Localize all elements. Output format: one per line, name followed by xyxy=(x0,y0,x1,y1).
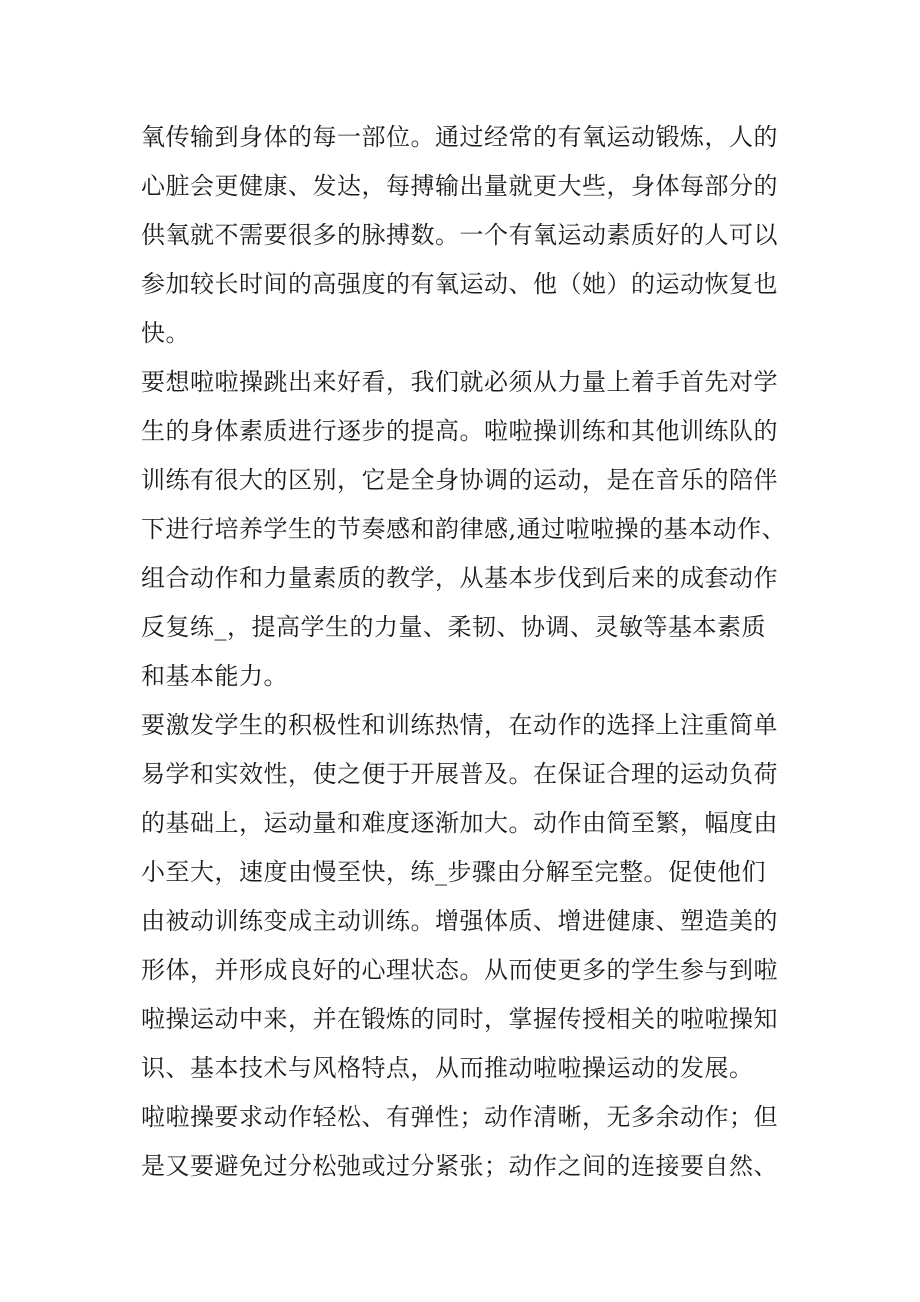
text-line: 啦啦操要求动作轻松、有弹性；动作清晰，无多余动作；但 xyxy=(141,1103,778,1131)
document-body xyxy=(141,113,791,1191)
paragraph xyxy=(141,358,791,701)
text-line: 是又要避免过分松弛或过分紧张；动作之间的连接要自然、 xyxy=(141,1152,778,1180)
text-line: 要想啦啦操跳出来好看，我们就必须从力量上着手首先对学 xyxy=(141,368,778,396)
text-line: 识、基本技术与风格特点，从而推动啦啦操运动的发展。 xyxy=(141,1054,754,1082)
paragraph xyxy=(141,1093,791,1191)
text-line: 快。 xyxy=(141,319,190,347)
paragraph xyxy=(141,113,791,358)
text-line: 要激发学生的积极性和训练热情，在动作的选择上注重简单 xyxy=(141,711,778,739)
paragraph xyxy=(141,701,791,1093)
text-line: 组合动作和力量素质的教学，从基本步伐到后来的成套动作 xyxy=(141,564,778,592)
text-line: 小至大，速度由慢至快，练_步骤由分解至完整。促使他们 xyxy=(141,858,766,886)
text-line: 啦操运动中来，并在锻炼的同时，掌握传授相关的啦啦操知 xyxy=(141,1005,778,1033)
text-line: 易学和实效性，使之便于开展普及。在保证合理的运动负荷 xyxy=(141,760,778,788)
text-line: 和基本能力。 xyxy=(141,662,288,690)
text-line: 的基础上，运动量和难度逐渐加大。动作由简至繁，幅度由 xyxy=(141,809,778,837)
text-line: 下进行培养学生的节奏感和韵律感,通过啦啦操的基本动作、 xyxy=(141,515,787,543)
text-line: 训练有很大的区别，它是全身协调的运动，是在音乐的陪伴 xyxy=(141,466,778,494)
text-line: 反复练_，提高学生的力量、柔韧、协调、灵敏等基本素质 xyxy=(141,613,766,641)
text-line: 供氧就不需要很多的脉搏数。一个有氧运动素质好的人可以 xyxy=(141,221,778,249)
text-line: 心脏会更健康、发达，每搏输出量就更大些，身体每部分的 xyxy=(141,172,778,200)
text-line: 形体，并形成良好的心理状态。从而使更多的学生参与到啦 xyxy=(141,956,778,984)
text-line: 氧传输到身体的每一部位。通过经常的有氧运动锻炼，人的 xyxy=(141,123,778,151)
text-line: 由被动训练变成主动训练。增强体质、增进健康、塑造美的 xyxy=(141,907,778,935)
text-line: 生的身体素质进行逐步的提高。啦啦操训练和其他训练队的 xyxy=(141,417,778,445)
text-line: 参加较长时间的高强度的有氧运动、他（她）的运动恢复也 xyxy=(141,270,778,298)
